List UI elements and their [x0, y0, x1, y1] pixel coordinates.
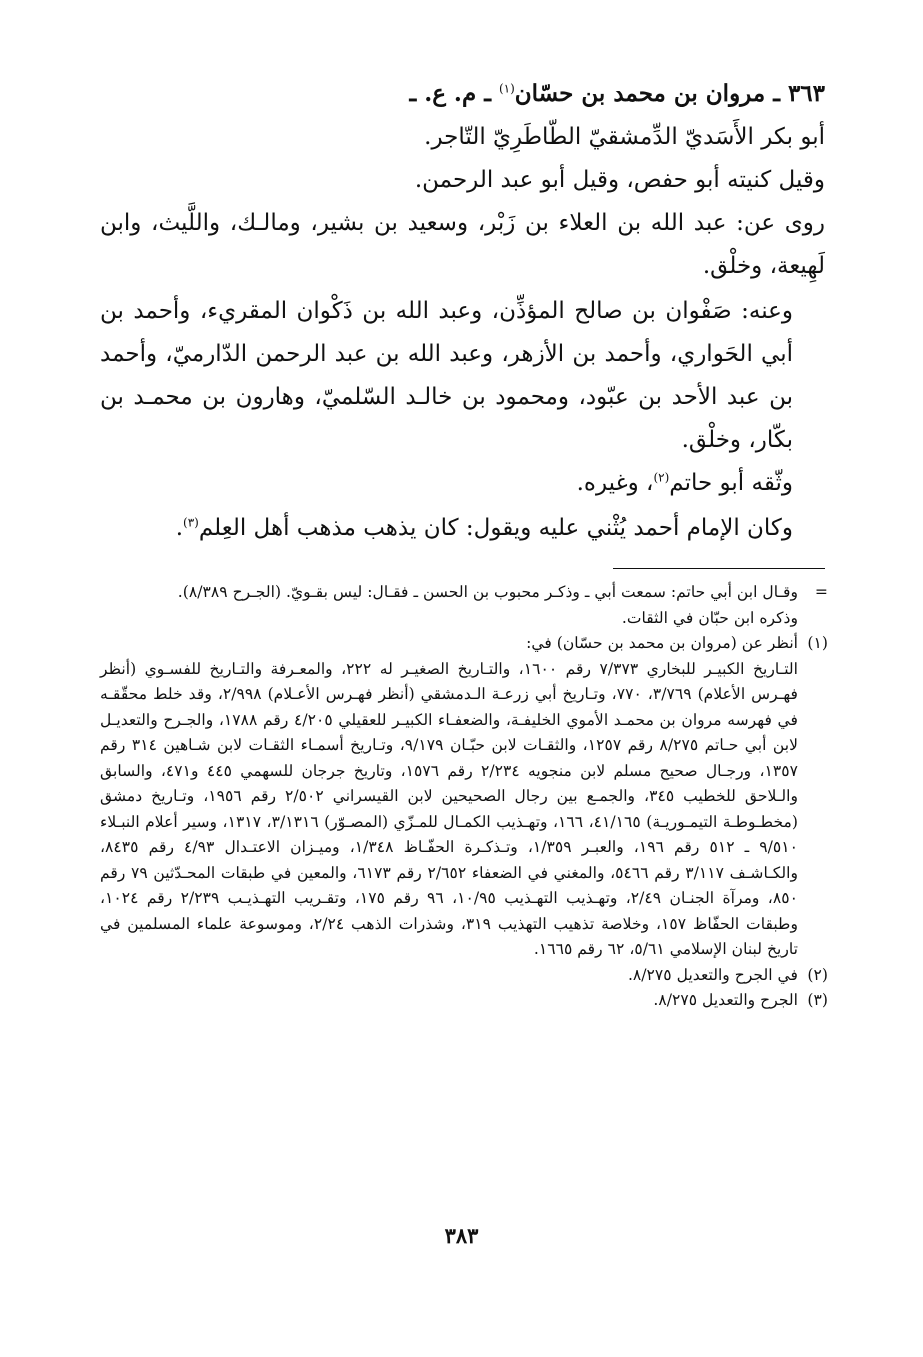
entry-kunya-line: وقيل كنيته أبو حفص، وقيل أبو عبد الرحمن.	[414, 167, 825, 193]
continuation-text-2: وذكره ابن حبّان في الثقات.	[621, 608, 798, 627]
page-number: ٣٨٣	[444, 1223, 479, 1248]
continuation-text: وقـال ابن أبي حاتم: سمعت أبي ـ وذكـر محبوب بن الحسن ـ فقـال: ليس بقـويّ. (الجـرح ٨/٣٨٩).	[177, 583, 798, 601]
continuation-marker: =	[814, 583, 828, 601]
footnote-2	[100, 963, 828, 989]
imam-ahmad-line	[100, 507, 825, 550]
footnote-2-text: في الجرح والتعديل ٨/٢٧٥.	[627, 965, 798, 984]
entry-title: ٣٦٣ ـ مروان بن محمد بن حسّان	[514, 80, 825, 107]
footnote-continuation	[100, 580, 828, 631]
tawthiq-text: وثّقه أبو حاتم	[669, 470, 793, 496]
imam-ahmad-text: وكان الإمام أحمد يُثْني عليه ويقول: كان يذهب مذهب أهل العِلم	[198, 515, 793, 541]
footnote-3-text: الجرح والتعديل ٨/٢٧٥.	[653, 991, 798, 1009]
footnote-divider	[613, 568, 825, 569]
imam-ahmad-end: .	[175, 515, 183, 541]
footnote-1	[100, 631, 828, 963]
entry-heading	[100, 72, 825, 116]
footnote-ref-1: (١)	[498, 81, 515, 96]
tawthiq-line	[100, 462, 825, 505]
footnote-ref-2: (٢)	[653, 470, 670, 485]
footnote-1-body: التـاريخ الكبيـر للبخاري ٧/٣٧٣ رقم ١٦٠٠، والتـاريخ الصغيـر له ٢٢٢، والمعـرفة والتـاريخ للفسـوي (أنظر فهـرس الأعلام) ٣/٧٦٩، ٧٧٠، وتـاريخ أبي زرعـة الـدمشقي (أنظر فهـرس الأعـلام) ٢/٩٩٨، وقد خلط محقّقـه في فهرسه مروان بن محمـد الأموي الخليفـة، والضعفـاء الكبيـر للعقيلي ٤/٢٠٥ رقم ١٧٨٨، والجـرح والتعديـل لابن أبي حـاتم ٨/٢٧٥ رقم ١٢٥٧، والثقـات لابن حبّـان ٩/١٧٩، وتـاريخ أسمـاء الثقـات لابن شـاهين ٣١٤ رقم ١٣٥٧، ورجـال صحيح مسلم لابن منجويه ٢/٢٣٤ رقم ١٥٧٦، وتاريخ جرجان للسهمي ٤٤٥ و٤٧١، والسابق والـلاحق للخطيب ٣٤٥، والجمـع بين رجال الصحيحين لابن القيسراني ٢/٥٠٢ رقم ١٩٥٦، وتـاريخ دمشق (مخطـوطـة التيمـوريـة) ٤١/١٦٥، ١٦٦، وتهـذيب الكمـال للمـزّي (المصـوّر) ٣/١٣١٦، ١٣١٧، وسير أعلام النبـلاء ٩/٥١٠ ـ ٥١٢ رقم ١٩٦، والعبـر ١/٣٥٩، وتـذكـرة الحفّـاظ ١/٣٤٨، وميـزان الاعتـدال ٤/٩٣ رقم ٨٤٣٥، والكـاشـف ٣/١١٧ رقم ٥٤٦٦، والمغني في الضعفاء ٢/٦٥٢ رقم ٦١٧٣، والمعين في طبقات المحـدّثين ٧٩ رقم ٨٥٠، ومرآة الجنـان ٢/٤٩، وتهـذيب التهـذيب ١٠/٩٥، ٩٦ رقم ١٧٥، وتقـريب التهـذيـب ٢/٢٣٩ رقم ١٠٢٤، وطبقات الحفّاظ ١٥٧، وخلاصة تذهيب التهذيب ٣١٩، وشذرات الذهب ٢/٢٤، وموسوعة علماء المسلمين في تاريخ لبنان الإسلامي ٥/٦١، ٦٢ رقم ١٦٦٥.	[100, 659, 799, 958]
footnote-ref-3: (٣)	[183, 515, 199, 530]
footnote-3-number: (٣)	[807, 991, 828, 1009]
entry-title-suffix: ـ م. ع. ـ	[409, 80, 499, 107]
footnote-1-intro: أنظر عن (مروان بن محمد بن حسّان) في:	[526, 634, 798, 652]
footnotes-section	[100, 580, 828, 1014]
main-text	[100, 72, 825, 550]
narrated-from-paragraph: روى عن: عبد الله بن العلاء بن زَبْر، وسعيد بن بشير، ومالـك، واللَّيث، وابن لَهِيعة، وخلْق.	[100, 210, 825, 279]
entry-nisba-line: أبو بكر الأَسَديّ الدِّمشقيّ الطّاطَرِيّ التّاجر.	[424, 124, 825, 150]
footnote-1-number: (١)	[807, 634, 828, 652]
footnote-3	[100, 988, 828, 1014]
tawthiq-end: ، وغيره.	[576, 470, 654, 496]
footnote-2-number: (٢)	[807, 965, 828, 984]
narrators-from-him-paragraph: وعنه: صَفْوان بن صالح المؤذِّن، وعبد الله بن ذَكْوان المقريء، وأحمد بن أبي الحَواري، وأحمد بن الأزهر، وعبد الله بن عبد الرحمن الدّارميّ، وأحمد بن عبد الأحد بن عبّود، ومحمود بن خالـد السّلميّ، وهارون بن محمـد بن بكّار، وخلْق.	[100, 298, 793, 453]
